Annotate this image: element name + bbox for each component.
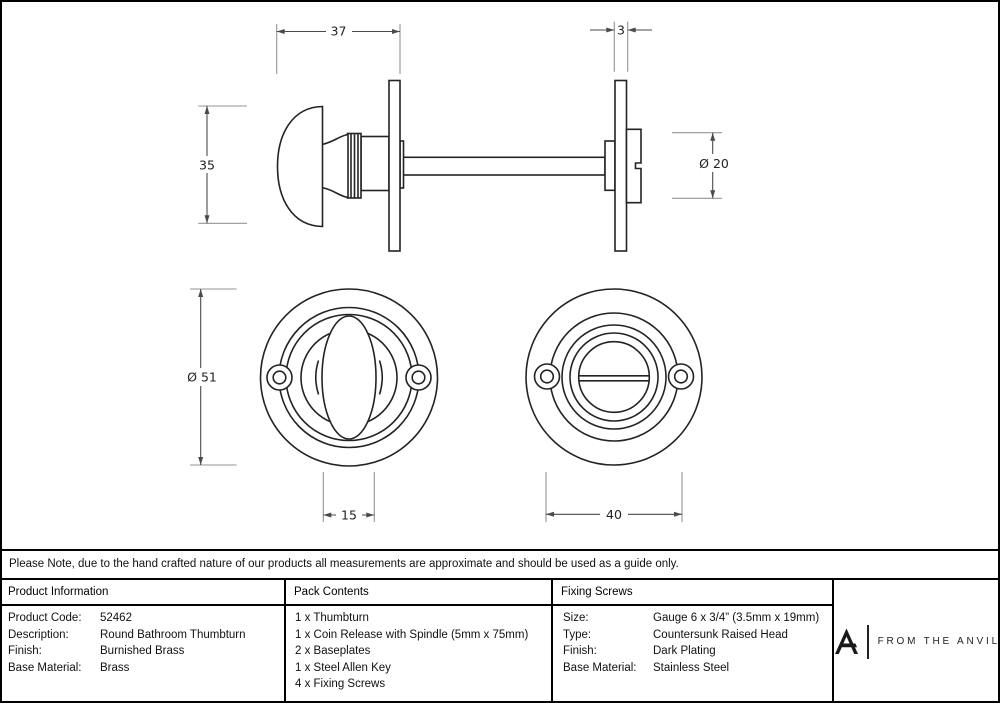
dim-label: 40 — [606, 506, 622, 522]
row-label: Finish: — [563, 645, 597, 657]
list-item: 1 x Coin Release with Spindle (5mm x 75mm) — [295, 628, 529, 641]
table-row — [0, 627, 284, 644]
product-information-column — [0, 580, 286, 703]
column-header: Fixing Screws — [553, 580, 832, 606]
spindle — [403, 157, 606, 175]
from-the-anvil-logo — [834, 625, 1000, 659]
arrowhead — [323, 513, 331, 518]
disclaimer-note — [0, 549, 1000, 580]
dim-label: 35 — [199, 157, 215, 173]
dim-label: 37 — [330, 23, 347, 39]
table-row — [553, 610, 832, 627]
arrowhead — [546, 512, 554, 517]
brand-cell — [834, 580, 1000, 703]
dim-release-diameter — [672, 133, 733, 199]
column-header: Product Information — [0, 580, 284, 606]
row-value: Stainless Steel — [653, 661, 730, 674]
row-label: Base Material: — [563, 661, 637, 674]
fixing-screws-body — [553, 606, 832, 676]
list-item: 1 x Thumbturn — [295, 612, 369, 624]
thumbturn-baseplate-side — [389, 81, 400, 252]
dim-label: Ø 51 — [187, 369, 217, 385]
list-item: 4 x Fixing Screws — [295, 678, 386, 690]
arrowhead — [198, 289, 203, 297]
table-row — [0, 643, 284, 660]
row-value: Countersunk Raised Head — [653, 628, 788, 641]
row-value: 52462 — [100, 612, 132, 624]
row-label: Description: — [8, 628, 69, 641]
arrowhead — [674, 512, 682, 517]
dim-backplate-thickness — [590, 22, 652, 72]
row-value: Dark Plating — [653, 645, 716, 657]
arrowhead — [710, 133, 715, 141]
column-header: Pack Contents — [286, 580, 551, 606]
list-item: 2 x Baseplates — [295, 645, 371, 657]
arrowhead — [392, 29, 400, 34]
screw-hole — [541, 370, 554, 383]
table-row — [0, 660, 284, 677]
logo-divider — [867, 625, 869, 659]
dim-turn-width — [323, 472, 374, 523]
screw-hole — [675, 370, 688, 383]
arrowhead — [628, 28, 636, 33]
knob-dome — [278, 107, 323, 227]
dim-knob-height — [194, 106, 247, 223]
row-value: Gauge 6 x 3/4” (3.5mm x 19mm) — [653, 612, 820, 624]
row-label: Finish: — [8, 645, 42, 657]
release-boss — [605, 141, 615, 190]
dim-rose-diameter — [185, 289, 237, 465]
coin-release-front-view — [526, 289, 702, 465]
dim-release-fixing-width — [546, 472, 682, 522]
pack-contents-column — [286, 580, 553, 703]
list-item: 1 x Steel Allen Key — [295, 661, 391, 674]
row-label: Size: — [563, 612, 589, 624]
dim-label: 15 — [341, 507, 357, 523]
product-information-body — [0, 606, 284, 676]
row-label: Base Material: — [8, 661, 82, 674]
release-head — [627, 129, 642, 202]
arrowhead — [205, 106, 210, 114]
knob-neck — [322, 135, 348, 198]
arrowhead — [277, 29, 285, 34]
dim-label: 3 — [617, 22, 625, 38]
table-row — [553, 660, 832, 677]
pack-contents-body — [286, 606, 551, 693]
disclaimer-text: Please Note, due to the hand crafted nature of our products all measurements are approximate and should be used as a guide only. — [9, 558, 679, 570]
knob-cylinder — [361, 137, 389, 191]
row-value: Brass — [100, 661, 130, 674]
row-value: Round Bathroom Thumbturn — [100, 628, 246, 641]
arrowhead — [205, 215, 210, 223]
arrowhead — [198, 457, 203, 465]
arrowhead — [710, 190, 715, 198]
side-view — [278, 81, 642, 252]
arrowhead — [606, 28, 614, 33]
dim-knob-projection — [277, 24, 400, 75]
row-value: Burnished Brass — [100, 645, 185, 657]
fixing-screws-column — [553, 580, 834, 703]
coin-release-face — [579, 342, 650, 413]
table-row — [0, 610, 284, 627]
row-label: Product Code: — [8, 612, 82, 624]
thumbturn-knob — [322, 316, 376, 439]
anvil-a-icon — [834, 628, 859, 655]
brand-name: FROM THE ANVIL — [877, 636, 1000, 647]
row-label: Type: — [563, 628, 592, 641]
product-info-table — [0, 580, 1000, 703]
dim-label: Ø 20 — [699, 156, 729, 171]
thumbturn-front-view — [261, 289, 438, 466]
arrowhead — [366, 513, 374, 518]
screw-hole — [273, 371, 286, 384]
table-row — [553, 643, 832, 660]
screw-hole — [412, 371, 425, 384]
table-row — [553, 627, 832, 644]
release-baseplate-side — [615, 81, 627, 252]
